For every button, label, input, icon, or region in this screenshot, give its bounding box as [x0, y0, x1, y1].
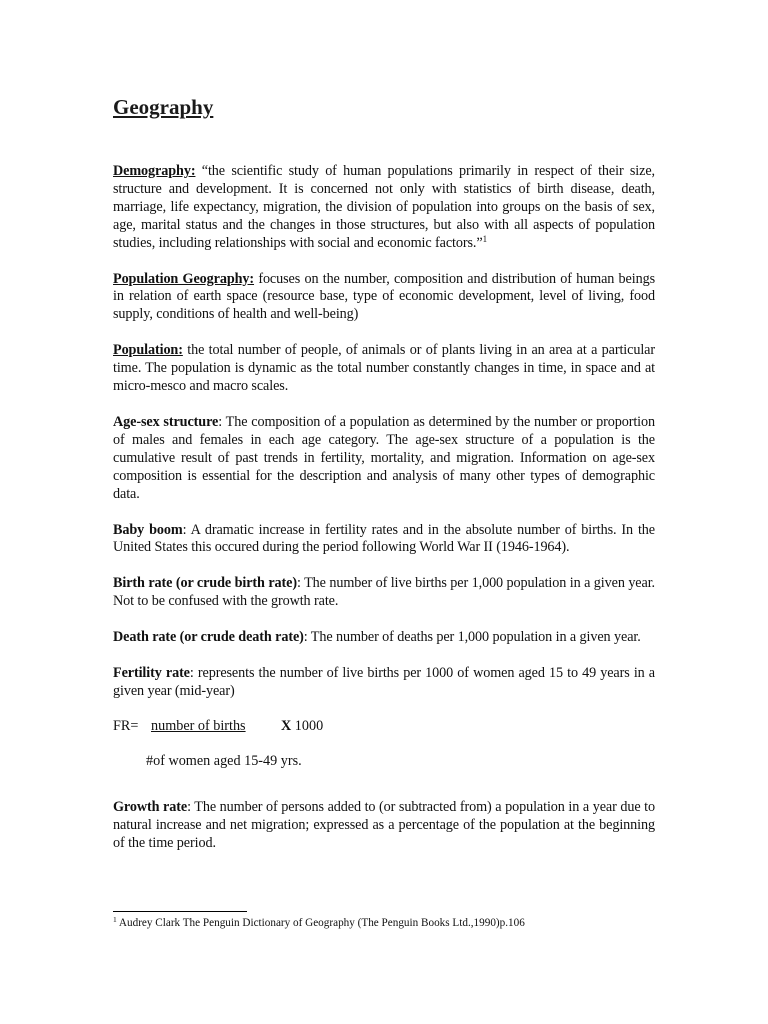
document-body: [113, 163, 655, 871]
entry-death-rate: [113, 629, 655, 647]
document-title: Geography: [113, 95, 214, 119]
entry-text: : represents the number of live births per 1000 of women aged 15 to 49 years in a given year (mid-year): [113, 665, 655, 699]
entry-text: : The composition of a population as determined by the number or proportion of males and females in each age category. The age-sex structure of a population is the cumulative result of past trends in fertility, mortality, and migration. Information on age-sex composition is essential for the description and analysis of many other types of demographic data.: [113, 413, 655, 502]
footnote-divider: [113, 911, 247, 912]
footnote: [113, 916, 525, 930]
footnote-text: Audrey Clark The Penguin Dictionary of Geography (The Penguin Books Ltd.,1990)p.106: [116, 917, 525, 929]
entry-demography: [113, 163, 655, 253]
entry-text: : The number of persons added to (or subtracted from) a population in a year due to natural increase and net migration; expressed as a percentage of the population at the beginning of the time period.: [113, 798, 655, 851]
entry-population-geography: [113, 271, 655, 325]
entry-text: : A dramatic increase in fertility rates and in the absolute number of births. In the United States this occured during the period following World War II (1946-1964).: [113, 521, 655, 556]
entry-birth-rate: [113, 575, 655, 611]
formula-multiplier: [281, 717, 323, 735]
entry-age-sex-structure: [113, 414, 655, 504]
entry-term: Fertility rate: [113, 665, 190, 682]
formula-multiply-symbol: X: [281, 717, 292, 734]
entry-term: Birth rate (or crude birth rate): [113, 575, 297, 592]
entry-text: focuses on the number, composition and distribution of human beings in relation of earth space (resource base, type of economic development, level of living, food supply, conditions of health and well-being): [113, 270, 655, 323]
entry-term: Demography:: [113, 163, 196, 179]
formula-multiplier-value: 1000: [291, 717, 324, 734]
entry-text: : The number of deaths per 1,000 population in a given year.: [303, 629, 641, 646]
entry-term: Death rate (or crude death rate): [113, 629, 304, 646]
entry-text: “the scientific study of human populations primarily in respect of their size, structure and development. It is concerned not only with statistics of birth disease, death, marriage, life expectancy, migration, the division of population into groups on the basis of sex, age, marital status and the changes in those structures, but also with all aspects of population studies, including relationships with social and economic factors.”: [113, 163, 655, 251]
formula-lhs: FR=: [113, 717, 139, 734]
entry-term: Age-sex structure: [113, 413, 219, 430]
entry-term: Population Geography:: [113, 270, 255, 287]
entry-term: Growth rate: [113, 798, 188, 815]
entry-growth-rate: [113, 799, 655, 853]
fertility-rate-formula: [113, 717, 655, 789]
entry-text: the total number of people, of animals or of plants living in an area at a particular time. The population is dynamic as the total number constantly changes in time, in space and at micro-mesco and macro scales.: [113, 342, 655, 395]
formula-numerator: number of births: [151, 717, 246, 734]
entry-fertility-rate: [113, 665, 655, 701]
footnote-number: 1: [113, 915, 117, 924]
entry-term: Baby boom: [113, 521, 183, 538]
entry-text: : The number of live births per 1,000 population in a given year. Not to be confused with the growth rate.: [113, 575, 655, 610]
formula-denominator: #of women aged 15-49 yrs.: [146, 752, 302, 769]
entry-term: Population:: [113, 342, 183, 359]
entry-baby-boom: [113, 522, 655, 558]
footnote-reference[interactable]: 1: [482, 233, 487, 244]
entry-population: [113, 342, 655, 396]
